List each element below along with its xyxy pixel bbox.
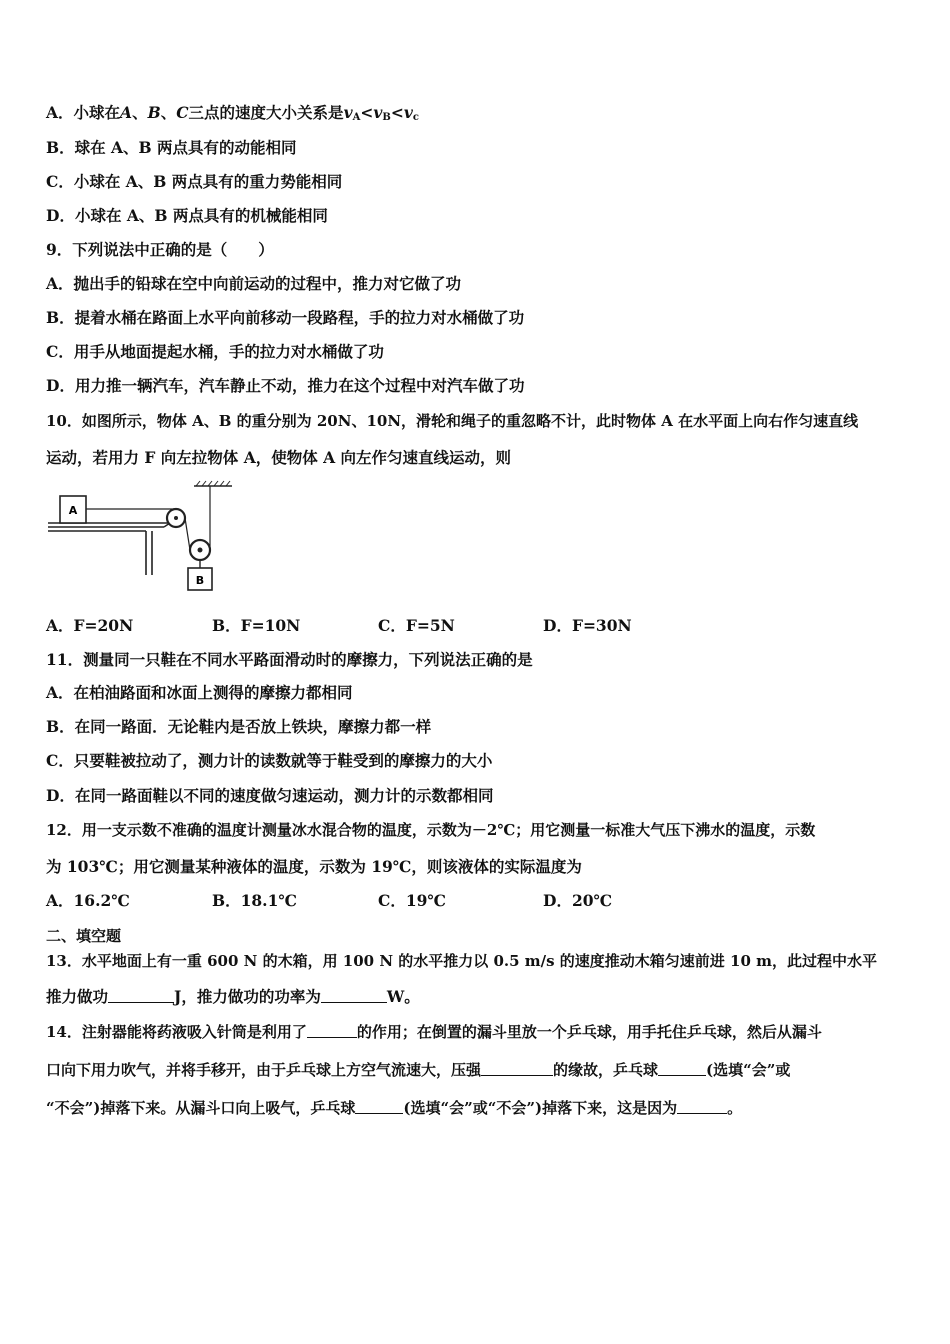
q12-stem-line2: 为 103℃；用它测量某种液体的温度，示数为 19℃，则该液体的实际温度为: [46, 857, 582, 876]
q13-line2: [46, 987, 420, 1007]
q8-a-sep2: 、: [160, 103, 177, 122]
q13-text-a: 推力做功: [46, 987, 109, 1006]
q14-line2: [46, 1060, 790, 1080]
q8-a-v1: v: [343, 103, 353, 122]
block-b-label: B: [195, 574, 205, 587]
q8-a-lt2: <: [390, 103, 404, 122]
q13-line1: 13．水平地面上有一重 600 N 的木箱，用 100 N 的水平推力以 0.5 m/s 的速度推动木箱匀速前进 10 m，此过程中水平: [46, 952, 878, 970]
movable-pulley-axle: [198, 548, 203, 553]
q12-option-d: D．20℃: [543, 891, 613, 910]
rope-down-left: [185, 518, 190, 550]
q14-text-d: 的缘故，乒乓球: [553, 1061, 659, 1079]
q8-a-point-b: B: [147, 103, 161, 122]
q8-option-b: B．球在 A、B 两点具有的动能相同: [46, 138, 297, 157]
q14-blank-4[interactable]: [355, 1099, 403, 1114]
q12-option-b: B．18.1℃: [212, 891, 297, 910]
q13-blank-power[interactable]: [321, 988, 387, 1003]
q14-line1: [46, 1022, 822, 1042]
q14-line3: [46, 1098, 742, 1118]
q11-option-c: C．只要鞋被拉动了，测力计的读数就等于鞋受到的摩擦力的大小: [46, 751, 493, 770]
section-title: 二、填空题: [46, 927, 122, 945]
q12-option-c: C．19℃: [378, 891, 446, 910]
q8-a-point-c: C: [176, 103, 189, 122]
q13-text-c: W。: [386, 987, 420, 1006]
q8-option-d: D．小球在 A、B 两点具有的机械能相同: [46, 206, 328, 225]
q10-option-d: D．F=30N: [543, 616, 632, 635]
q14-text-c: 口向下用力吹气，并将手移开，由于乒乓球上方空气流速大，压强: [46, 1061, 482, 1079]
q8-a-lt1: <: [360, 103, 374, 122]
q14-text-f: “不会”)掉落下来。从漏斗口向上吸气，乒乓球: [46, 1099, 356, 1117]
fixed-pulley-axle: [174, 516, 178, 520]
q14-blank-1[interactable]: [307, 1023, 357, 1038]
q10-option-c: C．F=5N: [378, 616, 455, 635]
q8-a-point-a: A: [120, 103, 133, 122]
q12-option-a: A．16.2℃: [46, 891, 130, 910]
q9-option-d: D．用力推一辆汽车，汽车静止不动，推力在这个过程中对汽车做了功: [46, 376, 525, 395]
q8-a-v3: v: [403, 103, 413, 122]
q9-stem: 9．下列说法中正确的是（ ）: [46, 240, 274, 259]
q8-a-sub-a: A: [352, 112, 361, 123]
q9-option-c: C．用手从地面提起水桶，手的拉力对水桶做了功: [46, 342, 384, 361]
q9-option-a: A．抛出手的铅球在空中向前运动的过程中，推力对它做了功: [46, 274, 462, 293]
q14-blank-3[interactable]: [658, 1061, 706, 1076]
q10-option-b: B．F=10N: [212, 616, 301, 635]
block-a-label: A: [68, 504, 78, 517]
q11-option-a: A．在柏油路面和冰面上测得的摩擦力都相同: [46, 683, 353, 702]
q14-text-a: 14．注射器能将药液吸入针筒是利用了: [46, 1023, 307, 1041]
q8-a-sub-c: c: [412, 112, 419, 123]
q12-stem-line1: 12．用一支示数不准确的温度计测量冰水混合物的温度，示数为－2℃；用它测量一标准大气压下沸水的温度，示数: [46, 821, 816, 839]
q8-option-c: C．小球在 A、B 两点具有的重力势能相同: [46, 172, 343, 191]
q9-option-b: B．提着水桶在路面上水平向前移动一段路程，手的拉力对水桶做了功: [46, 308, 525, 327]
q13-blank-work[interactable]: [108, 988, 174, 1003]
q14-blank-2[interactable]: [481, 1061, 553, 1076]
q8-a-sub-b: B: [382, 112, 391, 123]
q11-option-d: D．在同一路面鞋以不同的速度做匀速运动，测力计的示数都相同: [46, 786, 494, 805]
q8-a-mid: 三点的速度大小关系是: [188, 103, 344, 122]
q11-option-b: B．在同一路面．无论鞋内是否放上铁块，摩擦力都一样: [46, 717, 432, 736]
q11-stem: 11．测量同一只鞋在不同水平路面滑动时的摩擦力，下列说法正确的是: [46, 650, 533, 669]
q14-text-g: (选填“会”或“不会”)掉落下来，这是因为: [403, 1099, 678, 1117]
q14-blank-5[interactable]: [677, 1099, 727, 1114]
q8-a-prefix: A．小球在: [46, 103, 121, 122]
q13-text-b: J，推力做功的功率为: [174, 987, 321, 1006]
pulley-diagram: [46, 480, 246, 595]
q10-stem-line2: 运动，若用力 F 向左拉物体 A，使物体 A 向左作匀速直线运动，则: [46, 448, 512, 467]
q14-text-e: (选填“会”或: [706, 1061, 791, 1079]
q14-text-h: 。: [727, 1099, 743, 1117]
q8-a-v2: v: [373, 103, 383, 122]
q10-stem-line1: 10．如图所示，物体 A、B 的重分别为 20N、10N，滑轮和绳子的重忽略不计，此时物体 A 在水平面上向右作匀速直线: [46, 412, 859, 430]
q14-text-b: 的作用；在倒置的漏斗里放一个乒乓球，用手托住乒乓球，然后从漏斗: [356, 1023, 822, 1041]
q8-a-sep1: 、: [132, 103, 148, 122]
q8-option-a: [46, 103, 419, 128]
q10-option-a: A．F=20N: [46, 616, 134, 635]
